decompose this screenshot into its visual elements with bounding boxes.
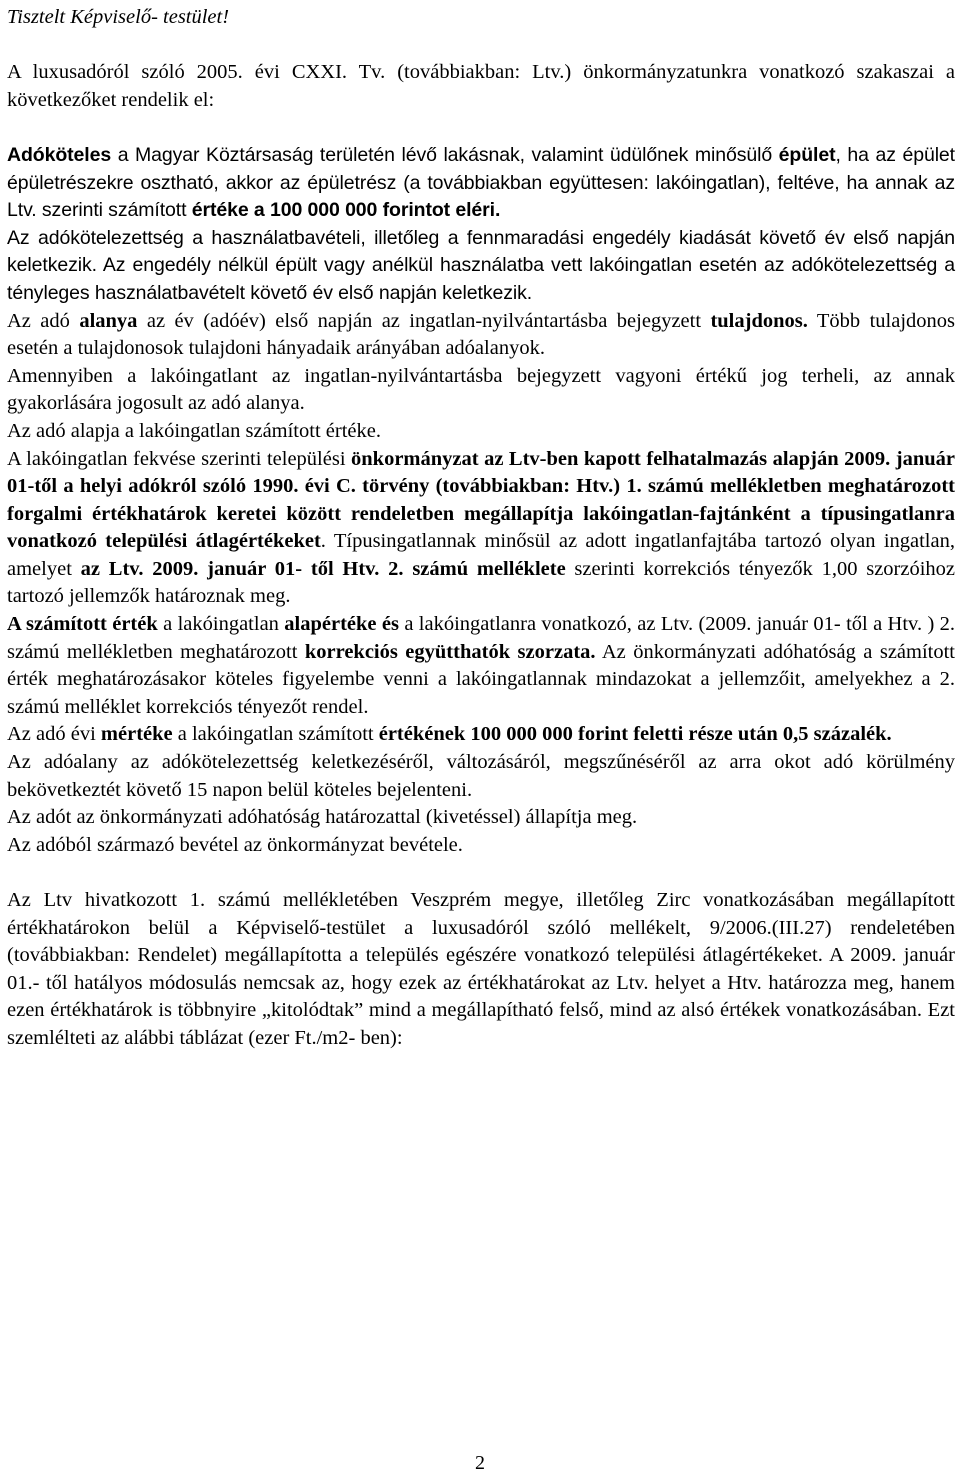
municipality-authority-paragraph: A lakóingatlan fekvése szerinti települési önkormányzat az Ltv-ben kapott felhatalmazás alapján 2009. január 01-től a helyi adókról szóló 1990. évi C. törvény (továbbiakban: Htv.) 1. számú mellékletben meghatározott forgalmi értékhatárok keretei között rendeletben megállapítja lakóingatlan-fajtánként a típusingatlanra vonatkozó települési átlagértékeket. Típusingatlannak minősül az adott ingatlanfajtába tartozó olyan ingatlan, amelyet az Ltv. 2009. január 01- től Htv. 2. számú melléklete szerinti korrekciós tényezők 1,00 szorzóihoz tartozó jellemzők határoznak meg. [7,447,956,608]
document-page [7,0,955,1053]
notification-paragraph: Az adóalany az adókötelezettség keletkezéséről, változásáról, megszűnéséről az arra okot adó körülmény bekövetkeztét követő 15 napon belül köteles bejelenteni. [7,751,955,801]
revenue-paragraph: Az adóból származó bevétel az önkormányzat bevétele. [7,833,463,856]
obligation-paragraph: Az adókötelezettség a használatbavételi, illetőleg a fennmaradási engedély kiadását követő év első napján keletkezik. Az engedély nélkül épült vagy anélkül használatba vett lakóingatlan esetén az adókötelezettség a tényleges használatbavételt követő év első napján keletkezik. [7,226,955,304]
taxpayer-paragraph: Az adó alanya az év (adóév) első napján az ingatlan-nyilvántartásba bejegyzett tulajdonos. Több tulajdonos esetén a tulajdonosok tulajdoni hányadaik arányában adóalanyok. [7,309,955,360]
tax-base-paragraph: Az adó alapja a lakóingatlan számított értéke. [7,419,381,442]
salutation: Tisztelt Képviselő- testület! [7,6,230,28]
right-holder-paragraph: Amennyiben a lakóingatlant az ingatlan-nyilvántartásba bejegyzett vagyoni értékű jog terheli, az annak gyakorlására jogosult az adó alanya. [7,364,955,415]
taxable-property-paragraph: Adóköteles a Magyar Köztársaság területén lévő lakásnak, valamint üdülőnek minősülő épület, ha az épület épületrészekre osztható, akkor az épületrész (a továbbiakban együttesen: lakóingatlan), feltéve, ha annak az Ltv. szerinti számított értéke a 100 000 000 forintot eléri. [7,143,955,222]
intro-paragraph: A luxusadóról szóló 2005. évi CXXI. Tv. (továbbiakban: Ltv.) önkormányzatunkra vonatkozó szakaszai a következőket rendelik el: [7,61,955,111]
assessment-paragraph: Az adót az önkormányzati adóhatóság határozattal (kivetéssel) állapítja meg. [7,806,638,829]
tax-rate-paragraph: Az adó évi mértéke a lakóingatlan számított értékének 100 000 000 forint feletti része után 0,5 százalék. [7,723,892,746]
reference-values-paragraph: Az Ltv hivatkozott 1. számú mellékletében Veszprém megye, illetőleg Zirc vonatkozásában megállapított értékhatárokon belül a Képviselő-testület a luxusadóról szóló mellékelt, 9/2006.(III.27) rendeletében (továbbiakban: Rendelet) megállapította a település egészére vonatkozó települési átlagértékeket. A 2009. január 01.- től hatályos módosulás nemcsak az, hogy ezek az értékhatárokat az Ltv. helyet a Htv. határozza meg, hanem ezen értékhatárok is többnyire „kitolódtak” mind a megállapítható felső, mind az alsó értékek vonatkozásában. Ezt szemlélteti az alábbi táblázat (ezer Ft./m2- ben): [7,889,955,1049]
page-number: 2 [475,1452,485,1474]
calculated-value-paragraph: A számított érték a lakóingatlan alapértéke és a lakóingatlanra vonatkozó, az Ltv. (2009. január 01- től a Htv. ) 2. számú mellékletben meghatározott korrekciós együtthatók szorzata. Az önkormányzati adóhatóság a számított érték meghatározásakor köteles figyelembe venni a lakóingatlannak mindazokat a jellemzőit, amelyekhez a 2. számú melléklet korrekciós tényezőt rendel. [7,613,956,718]
